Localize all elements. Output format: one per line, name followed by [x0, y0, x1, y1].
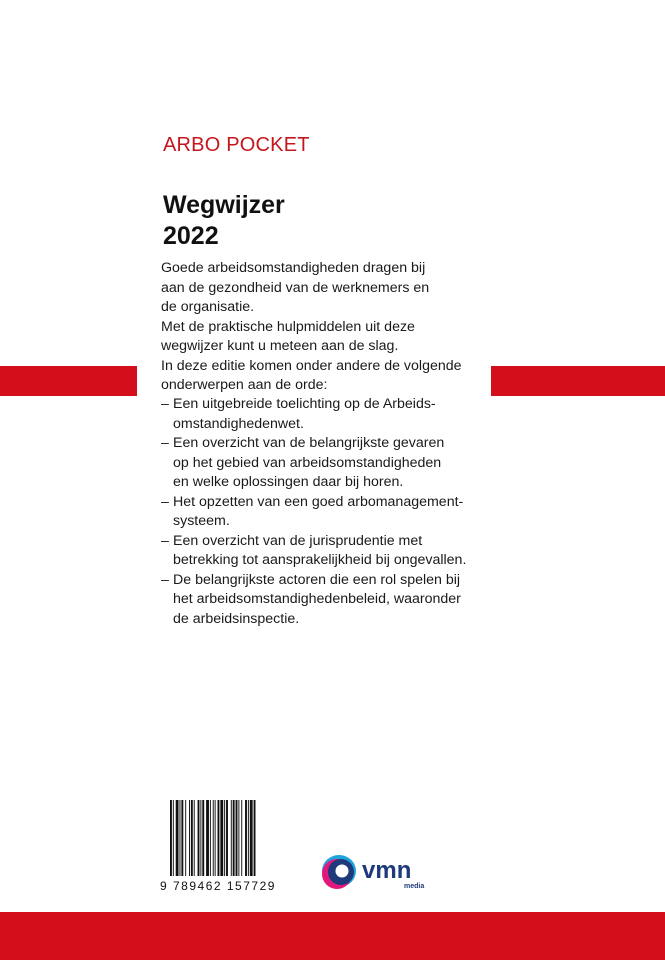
intro-line: de organisatie.	[161, 299, 255, 315]
bullet-dash: –	[161, 493, 169, 510]
logo-center-hole	[336, 865, 349, 878]
barcode-bar	[202, 800, 204, 876]
barcode-bar	[226, 800, 228, 876]
barcode-bar	[215, 800, 216, 876]
red-band-left	[0, 366, 137, 396]
list-item-line: De belangrijkste actoren die een rol spelen bij	[173, 571, 461, 588]
barcode-bar	[173, 800, 174, 876]
book-title	[163, 190, 285, 252]
topic-list	[161, 395, 491, 629]
barcode-bar	[250, 800, 253, 876]
barcode-bar	[224, 800, 225, 876]
intro-text	[161, 259, 491, 396]
barcode-bar	[180, 800, 181, 876]
barcode-bar	[198, 800, 200, 876]
barcode-bar	[189, 800, 190, 876]
barcode-bar	[220, 800, 223, 876]
barcode-bar	[233, 800, 235, 876]
bullet-dash: –	[161, 396, 169, 412]
barcode-bar	[210, 800, 211, 876]
barcode-bar	[236, 800, 238, 876]
series-label: ARBO POCKET	[163, 134, 310, 156]
list-item	[161, 571, 491, 630]
red-band-right	[491, 366, 665, 396]
list-item-line: omstandighedenwet.	[173, 415, 304, 432]
barcode-bar	[254, 800, 256, 876]
title-line-2: 2022	[163, 222, 219, 250]
list-item-line: systeem.	[173, 513, 230, 529]
barcode-bar	[248, 800, 249, 876]
bullet-dash: –	[161, 532, 169, 549]
list-item	[161, 395, 491, 434]
intro-line: Met de praktische hulpmiddelen uit deze	[161, 318, 415, 335]
list-item-line: betrekking tot aansprakelijkheid bij ongevallen.	[173, 552, 467, 568]
list-item-line: Een overzicht van de jurisprudentie met	[173, 532, 423, 549]
bullet-dash: –	[161, 571, 169, 588]
intro-line: wegwijzer kunt u meteen aan de slag.	[161, 338, 399, 354]
intro-line: Goede arbeidsomstandigheden dragen bij	[161, 260, 426, 276]
barcode-bar	[218, 800, 220, 876]
title-line-1: Wegwijzer	[163, 191, 285, 219]
logo-subword: media	[404, 883, 425, 890]
bullet-dash: –	[161, 435, 169, 451]
barcode-bar	[238, 800, 239, 876]
list-item-line: Het opzetten van een goed arbomanagement-	[173, 493, 464, 510]
barcode-bar	[241, 800, 242, 876]
list-item	[161, 532, 491, 571]
list-item-line: Een overzicht van de belangrijkste gevaren	[173, 435, 445, 451]
barcode-bar	[213, 800, 214, 876]
intro-line: onderwerpen aan de orde:	[161, 377, 328, 393]
barcode-bar	[231, 800, 232, 876]
barcode-bar	[194, 800, 195, 876]
isbn-barcode	[170, 800, 280, 876]
barcode-bar	[200, 800, 201, 876]
list-item-line: de arbeidsinspectie.	[173, 610, 300, 627]
list-item	[161, 434, 491, 493]
list-item-line: Een uitgebreide toelichting op de Arbeids-	[173, 396, 436, 412]
isbn-number: 9 789462 157729	[160, 879, 276, 893]
barcode-bar	[245, 800, 247, 876]
list-item-line: het arbeidsomstandighedenbeleid, waaronder	[173, 591, 461, 607]
list-item	[161, 493, 491, 532]
barcode-bar	[206, 800, 209, 876]
intro-line: aan de gezondheid van de werknemers en	[161, 279, 430, 296]
barcode-bar	[176, 800, 179, 876]
list-item-line: en welke oplossingen daar bij horen.	[173, 474, 404, 490]
intro-line: In deze editie komen onder andere de volgende	[161, 357, 462, 374]
barcode-bar	[191, 800, 193, 876]
vmn-media-logo	[318, 850, 428, 898]
logo-wordmark: vmn	[362, 857, 412, 884]
barcode-bar	[170, 800, 172, 876]
red-band-bottom	[0, 912, 665, 960]
list-item-line: op het gebied van arbeidsomstandigheden	[173, 454, 442, 471]
barcode-bar	[181, 800, 183, 876]
barcode-bar	[185, 800, 186, 876]
